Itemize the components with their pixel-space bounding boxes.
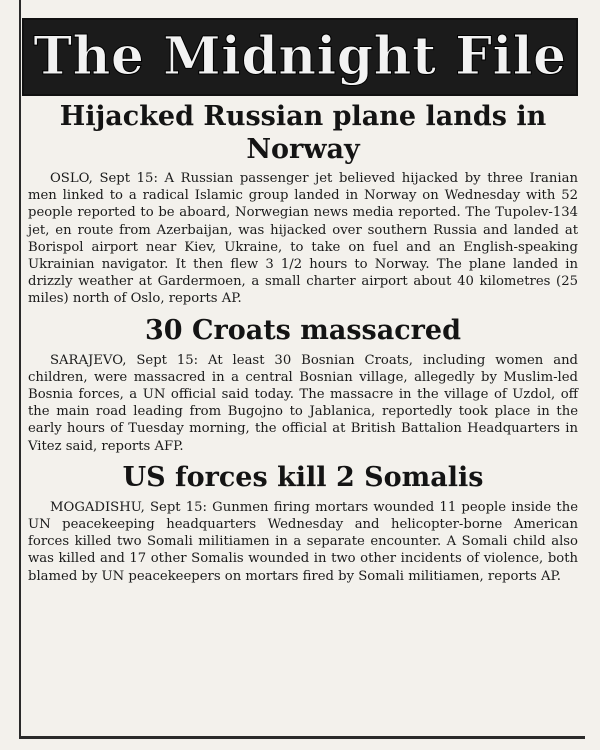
- story-body: SARAJEVO, Sept 15: At least 30 Bosnian Croats, including women and children, were massacred in a central Bosnian village, allegedly by Muslim-led Bosnia forces, a UN official said today. The massacre in the village of Uzdol, off the main road leading from Bugojno to Jablanica, reportedly took place in the early hours of Tuesday morning, the official at British Battalion Headquarters in Vitez said, reports AFP.: [28, 352, 578, 454]
- story-headline: 30 Croats massacred: [145, 314, 461, 346]
- story-headline: Hijacked Russian plane lands in Norway: [59, 101, 547, 165]
- story-us-forces-somalis: [28, 461, 578, 585]
- masthead-banner: [22, 18, 578, 96]
- story-headline: US forces kill 2 Somalis: [122, 461, 484, 493]
- masthead-title: The Midnight File: [33, 26, 567, 87]
- left-column-rule: [19, 0, 21, 736]
- story-body: OSLO, Sept 15: A Russian passenger jet believed hijacked by three Iranian men linked to a radical Islamic group landed in Norway on Wednesday with 52 people reported to be aboard, Norwegian news media reported. The Tupolev-134 jet, en route from Azerbaijan, was hijacked over southern Russia and landed at Borispol airport near Kiev, Ukraine, to take on fuel and an English-speaking Ukrainian navigator. It then flew 3 1/2 hours to Norway. The plane landed in drizzly weather at Gardermoen, a small charter airport about 40 kilometres (25 miles) north of Oslo, reports AP.: [28, 171, 578, 307]
- news-column: [28, 98, 578, 591]
- story-body: MOGADISHU, Sept 15: Gunmen firing mortars wounded 11 people inside the UN peacekeeping headquarters Wednesday and helicopter-borne American forces killed two Somali militiamen in a separate encounter. A Somali child also was killed and 17 other Somalis wounded in two other incidents of violence, both blamed by UN peacekeepers on mortars fired by Somali militiamen, reports AP.: [28, 499, 578, 584]
- story-hijacked-plane: [28, 100, 578, 308]
- bottom-rule: [19, 736, 585, 739]
- story-croats-massacred: [28, 314, 578, 455]
